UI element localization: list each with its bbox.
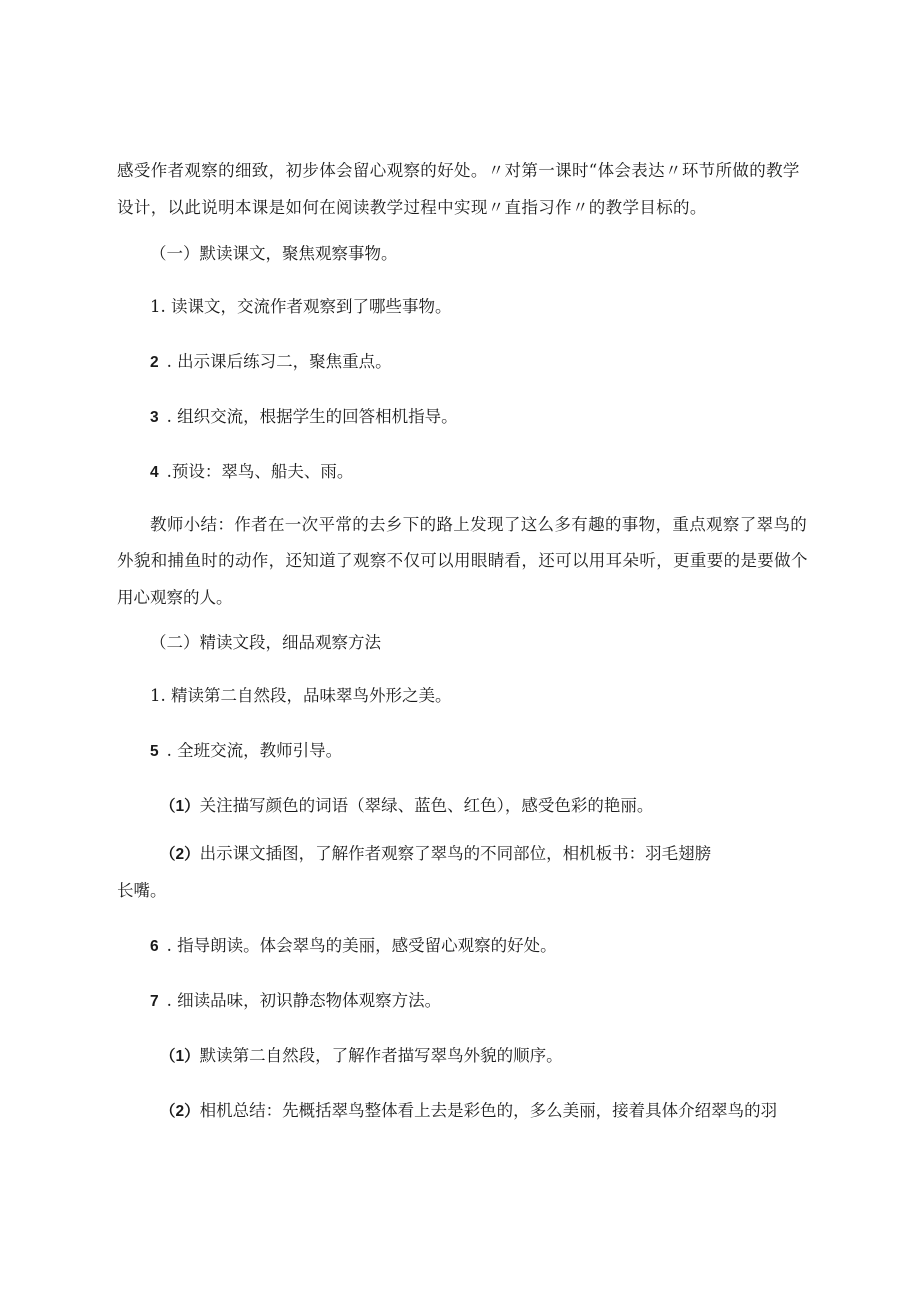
list-item-3: [150, 406, 458, 429]
section-2-heading: （二）精读文段，细品观察方法: [150, 633, 381, 652]
section-1-heading: （一）默读课文，聚焦观察事物。: [150, 244, 398, 263]
list-text: . 组织交流，根据学生的回答相机指导。: [166, 407, 458, 426]
list-number: 7: [150, 993, 159, 1010]
list-item-4: [150, 461, 353, 484]
sub-item-7-1: [160, 1045, 563, 1068]
list-text: . 出示课后练习二，聚焦重点。: [166, 352, 392, 371]
list-item-5: [150, 740, 342, 763]
intro-line-1: 感受作者观察的细致，初步体会留心观察的好处。〃对第一课时“体会表达〃环节所做的教学: [117, 161, 800, 180]
list-number: 3: [150, 409, 159, 426]
list-text: . 指导朗读。体会翠鸟的美丽，感受留心观察的好处。: [166, 936, 557, 955]
list-text: . 细读品味，初识静态物体观察方法。: [166, 991, 442, 1010]
list-item-1: 1. 读课文，交流作者观察到了哪些事物。: [150, 297, 452, 316]
teacher-summary-line-1: 教师小结：作者在一次平常的去乡下的路上发现了这么多有趣的事物，重点观察了翠鸟的: [150, 515, 808, 534]
list-item-2: [150, 351, 392, 374]
sub-item-2-line-1: [160, 843, 711, 866]
list-item-7: [150, 990, 441, 1013]
list-number: 5: [150, 743, 159, 760]
sub-item-7-2: [160, 1100, 777, 1123]
teacher-summary-line-2: 外貌和捕鱼时的动作，还知道了观察不仅可以用眼睛看，还可以用耳朵听，更重要的是要做个: [117, 551, 808, 570]
list-text: . 全班交流，教师引导。: [166, 741, 343, 760]
list-item-2-1: 1. 精读第二自然段，品味翠鸟外形之美。: [150, 686, 452, 705]
sub-text: 默读第二自然段，了解作者描写翠鸟外貌的顺序。: [199, 1046, 563, 1065]
list-number: 6: [150, 938, 159, 955]
list-item-6: [150, 935, 557, 958]
intro-line-2: 设计，以此说明本课是如何在阅读教学过程中实现〃直指习作〃的教学目标的。: [117, 198, 707, 217]
sub-number: （2）: [160, 1103, 200, 1120]
sub-number: （1）: [160, 1048, 200, 1065]
sub-number: （2）: [160, 846, 200, 863]
sub-number: （1）: [160, 798, 200, 815]
sub-item-1: [160, 795, 653, 818]
sub-item-2-line-2: 长嘴。: [117, 881, 167, 900]
list-text: .预设：翠鸟、船夫、雨。: [166, 462, 354, 481]
sub-text: 相机总结：先概括翠鸟整体看上去是彩色的，多么美丽，接着具体介绍翠鸟的羽: [199, 1101, 778, 1120]
list-number: 2: [150, 354, 159, 371]
sub-text: 关注描写颜色的词语（翠绿、蓝色、红色），感受色彩的艳丽。: [199, 796, 654, 815]
list-number: 4: [150, 464, 159, 481]
sub-text: 出示课文插图，了解作者观察了翠鸟的不同部位，相机板书：羽毛翅膀: [199, 844, 712, 863]
teacher-summary-line-3: 用心观察的人。: [117, 588, 233, 607]
